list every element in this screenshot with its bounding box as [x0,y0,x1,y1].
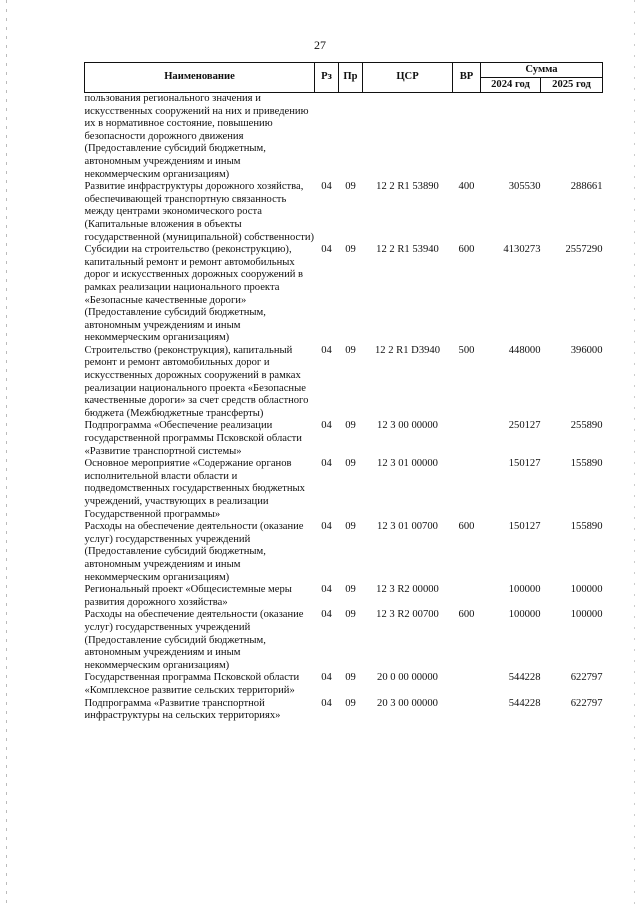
table-row [85,698,603,723]
cell-pr: 09 [345,181,356,193]
table-row [85,609,603,672]
cell-rz: 04 [321,609,332,621]
cell-rz: 04 [321,181,332,193]
cell-name: Расходы на обеспечение деятельности (оказание услуг) государственных учреждений (Предоставление субсидий бюджетным, автономным учреждениям и иным некоммерческим организациям) [84,521,304,583]
cell-2024: 544228 [508,697,541,709]
cell-rz: 04 [321,697,332,709]
cell-csr: 12 2 R1 53890 [376,181,439,193]
cell-name: пользования регионального значения и искусственных сооружений на них и приведению их в нормативное состояние, повышению безопасности дорожного движения (Предоставление субсидий бюджетным, автономным учреждениям и иным некоммерческим организациям) [84,93,309,180]
header-pr: Пр [339,63,363,93]
table-row [85,244,603,345]
cell-csr: 12 3 R2 00000 [376,584,439,596]
cell-name: Основное мероприятие «Содержание органов исполнительной власти области и подведомственных государственных бюджетных учреждений, участвующих в реализации Государственной программы» [84,458,305,520]
cell-csr: 12 3 00 00000 [377,420,438,432]
cell-name: Государственная программа Псковской области «Комплексное развитие сельских территорий» [84,672,300,696]
cell-csr: 12 3 R2 00700 [376,609,439,621]
header-csr: ЦСР [363,63,453,93]
cell-name: Региональный проект «Общесистемные меры развития дорожного хозяйства» [84,584,292,608]
cell-name: Подпрограмма «Обеспечение реализации государственной программы Псковской области «Развитие транспортной системы» [84,420,302,457]
cell-rz: 04 [321,420,332,432]
table-row [85,181,603,244]
cell-2024 [481,93,541,182]
table-row [85,458,603,521]
cell-2025 [541,93,603,182]
cell-2024: 250127 [508,420,541,432]
scan-edge-right [634,0,635,905]
cell-vr [453,584,481,609]
cell-csr: 12 2 R1 D3940 [374,344,441,356]
cell-2024: 150127 [508,521,541,533]
cell-pr: 09 [345,521,356,533]
cell-csr: 20 0 00 00000 [377,672,438,684]
header-2024: 2024 год [481,78,541,93]
cell-rz [315,93,339,182]
cell-name: Расходы на обеспечение деятельности (оказание услуг) государственных учреждений (Предоставление субсидий бюджетным, автономным учреждениям и иным некоммерческим организациям) [84,609,304,671]
cell-2024: 150127 [508,458,541,470]
table-row [85,345,603,421]
cell-name: Строительство (реконструкция), капитальный ремонт и ремонт автомобильных дорог и искусственных дорожных сооружений в рамках реализации национального проекта «Безопасные качественные дороги» за счет средств областного бюджета (Межбюджетные трансферты) [84,344,309,419]
cell-csr: 12 3 01 00000 [377,458,438,470]
header-sum: Сумма [481,63,603,78]
cell-2025: 622797 [570,697,603,709]
cell-rz: 04 [321,458,332,470]
cell-pr [339,93,363,182]
cell-2024: 305530 [508,181,541,193]
cell-csr: 20 3 00 00000 [377,697,438,709]
cell-rz: 04 [321,672,332,684]
cell-vr [453,672,481,697]
table-header [85,63,603,93]
table-body [85,93,603,723]
cell-pr: 09 [345,244,356,256]
cell-2024: 100000 [508,609,541,621]
cell-2025: 100000 [570,584,603,596]
cell-vr: 400 [458,181,475,193]
table-row [85,584,603,609]
cell-pr: 09 [345,344,356,356]
budget-table [84,62,603,723]
cell-csr: 12 2 R1 53940 [376,244,439,256]
scan-edge-left [6,0,7,905]
cell-vr: 600 [458,609,475,621]
cell-rz: 04 [321,521,332,533]
cell-vr: 600 [458,521,475,533]
cell-2025: 396000 [570,344,603,356]
cell-rz: 04 [321,584,332,596]
cell-pr: 09 [345,420,356,432]
cell-pr: 09 [345,458,356,470]
cell-rz: 04 [321,244,332,256]
cell-vr: 600 [458,244,475,256]
cell-2024: 100000 [508,584,541,596]
cell-2025: 255890 [570,420,603,432]
cell-pr: 09 [345,697,356,709]
header-rz: Рз [315,63,339,93]
cell-pr: 09 [345,672,356,684]
cell-2025: 100000 [570,609,603,621]
cell-vr: 500 [458,344,475,356]
cell-rz: 04 [321,344,332,356]
table-row [85,672,603,697]
cell-vr [453,93,481,182]
page-number: 27 [314,38,326,52]
table-row [85,93,603,182]
cell-pr: 09 [345,609,356,621]
cell-2024: 544228 [508,672,541,684]
cell-vr [453,420,481,458]
cell-pr: 09 [345,584,356,596]
cell-2025: 155890 [570,521,603,533]
header-vr: ВР [453,63,481,93]
cell-2024: 448000 [508,344,541,356]
cell-name: Субсидии на строительство (реконструкцию), капитальный ремонт и ремонт автомобильных дорог и искусственных дорожных сооружений в рамках реализации национального проекта «Безопасные качественные дороги» (Предоставление субсидий бюджетным, автономным учреждениям и иным некоммерческим организациям) [84,244,304,344]
cell-2025: 622797 [570,672,603,684]
cell-name: Развитие инфраструктуры дорожного хозяйства, обеспечивающей транспортную связанность между центрами экономического роста (Капитальные вложения в объекты государственной (муниципальной) собственности) [84,181,315,243]
cell-vr [453,458,481,521]
cell-2025: 288661 [570,181,603,193]
table-row [85,420,603,458]
cell-2024: 4130273 [503,244,541,256]
cell-csr [363,93,453,182]
cell-name: Подпрограмма «Развитие транспортной инфраструктуры на сельских территориях» [84,697,281,722]
cell-2025: 2557290 [565,244,603,256]
header-2025: 2025 год [541,78,603,93]
cell-vr [453,698,481,723]
cell-2025: 155890 [570,458,603,470]
cell-csr: 12 3 01 00700 [377,521,438,533]
header-name: Наименование [85,63,315,93]
table-row [85,521,603,584]
